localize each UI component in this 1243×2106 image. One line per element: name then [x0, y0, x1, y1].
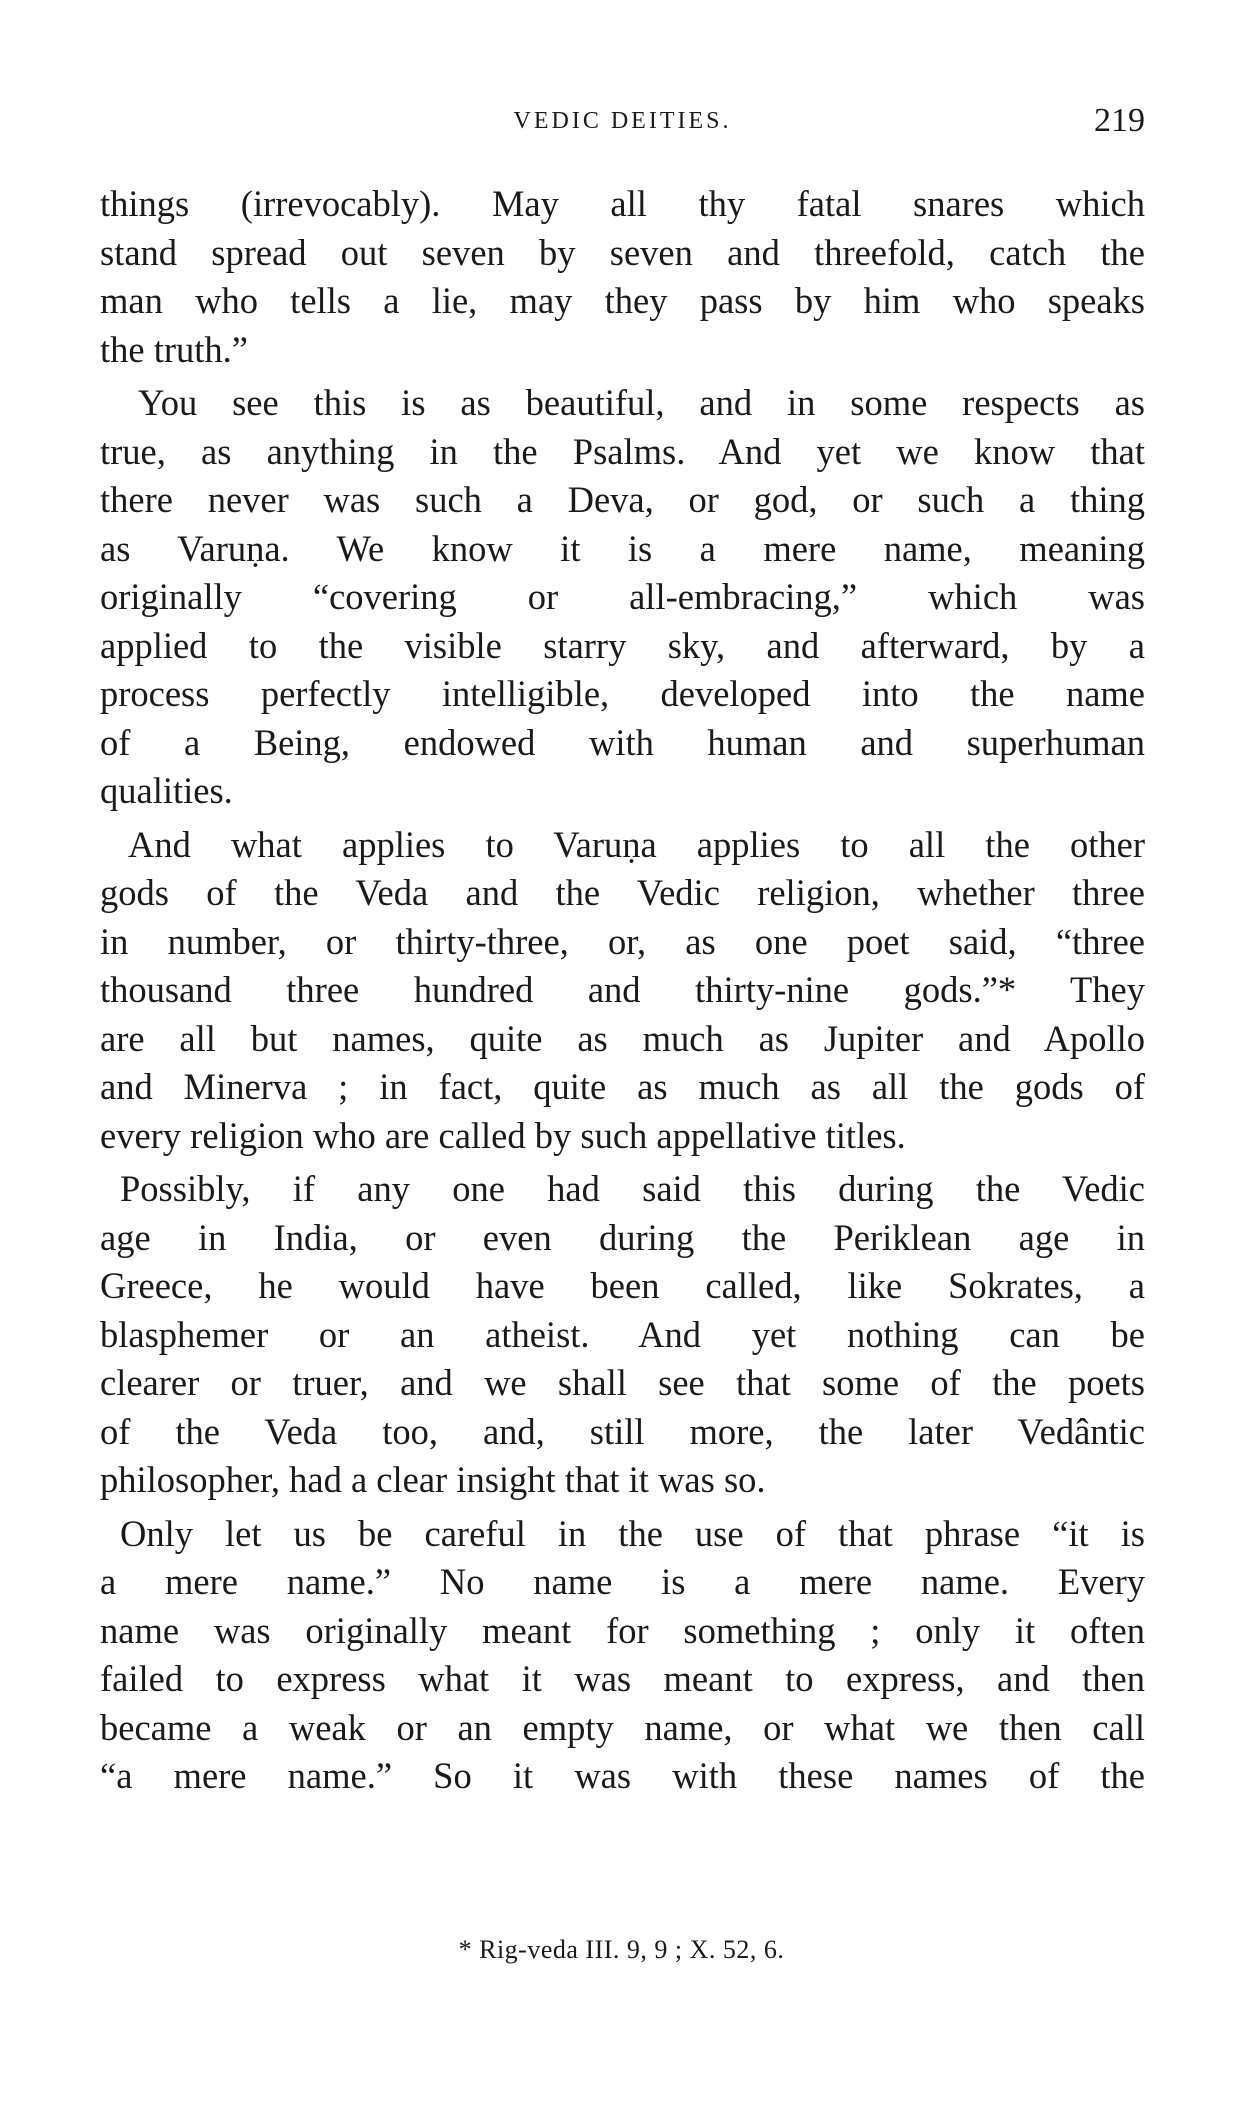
text-line: Only let us be careful in the use of that phrase “it is — [120, 1512, 1145, 1554]
text-line: qualities. — [100, 770, 233, 811]
text-line: man who tells a lie, may they pass by him who speaks — [100, 280, 1145, 321]
text-line: became a weak or an empty name, or what we then call — [100, 1706, 1145, 1748]
text-line: as Varuṇa. We know it is a mere name, meaning — [100, 527, 1145, 569]
text-line: clearer or truer, and we shall see that some of the poets — [100, 1362, 1145, 1403]
text-line: gods of the Veda and the Vedic religion, whether three — [100, 872, 1145, 913]
text-line: thousand three hundred and thirty-nine gods.”* They — [100, 969, 1145, 1010]
text-line: Greece, he would have been called, like Sokrates, a — [100, 1265, 1145, 1306]
paragraph-4 — [100, 1165, 1145, 1505]
text-line: things (irrevocably). May all thy fatal snares which — [100, 183, 1145, 224]
text-line: stand spread out seven by seven and threefold, catch the — [100, 231, 1145, 273]
text-line: of the Veda too, and, still more, the later Vedântic — [100, 1410, 1145, 1452]
text-line: philosopher, had a clear insight that it was so. — [100, 1459, 766, 1500]
text-line: “a mere name.” So it was with these names of the — [100, 1755, 1145, 1796]
text-line: applied to the visible starry sky, and afterward, by a — [100, 624, 1145, 666]
text-line: Possibly, if any one had said this during the Vedic — [120, 1168, 1145, 1209]
page-header — [100, 102, 1145, 142]
page-number: 219 — [1094, 102, 1145, 139]
paragraph-3 — [100, 821, 1145, 1161]
text-line: And what applies to Varuṇa applies to all the other — [128, 823, 1145, 865]
text-line: true, as anything in the Psalms. And yet we know that — [100, 430, 1145, 472]
paragraph-2 — [100, 379, 1145, 816]
text-line: the truth.” — [100, 328, 248, 370]
text-line: every religion who are called by such appellative titles. — [100, 1114, 906, 1156]
text-line: are all but names, quite as much as Jupiter and Apollo — [100, 1017, 1145, 1059]
text-line: there never was such a Deva, or god, or such a thing — [100, 479, 1145, 520]
text-line: You see this is as beautiful, and in some respects as — [138, 382, 1145, 423]
text-line: in number, or thirty-three, or, as one poet said, “three — [100, 920, 1145, 962]
running-title: VEDIC DEITIES. — [513, 108, 732, 134]
text-line: blasphemer or an atheist. And yet nothing can be — [100, 1313, 1145, 1355]
text-line: a mere name.” No name is a mere name. Every — [100, 1561, 1145, 1602]
text-line: failed to express what it was meant to express, and then — [100, 1658, 1145, 1699]
text-line: age in India, or even during the Periklean age in — [100, 1216, 1145, 1258]
paragraph-1 — [100, 180, 1145, 374]
text-line: and Minerva ; in fact, quite as much as all the gods of — [100, 1066, 1145, 1107]
text-line: process perfectly intelligible, developed into the name — [100, 673, 1145, 714]
text-line: originally “covering or all-embracing,” which was — [100, 576, 1145, 617]
text-line: of a Being, endowed with human and superhuman — [100, 721, 1145, 763]
text-line: name was originally meant for something ; only it often — [100, 1609, 1145, 1651]
footnote: * Rig-veda III. 9, 9 ; X. 52, 6. — [458, 1935, 785, 1964]
paragraph-5 — [100, 1510, 1145, 1801]
body-text — [100, 180, 1145, 1806]
